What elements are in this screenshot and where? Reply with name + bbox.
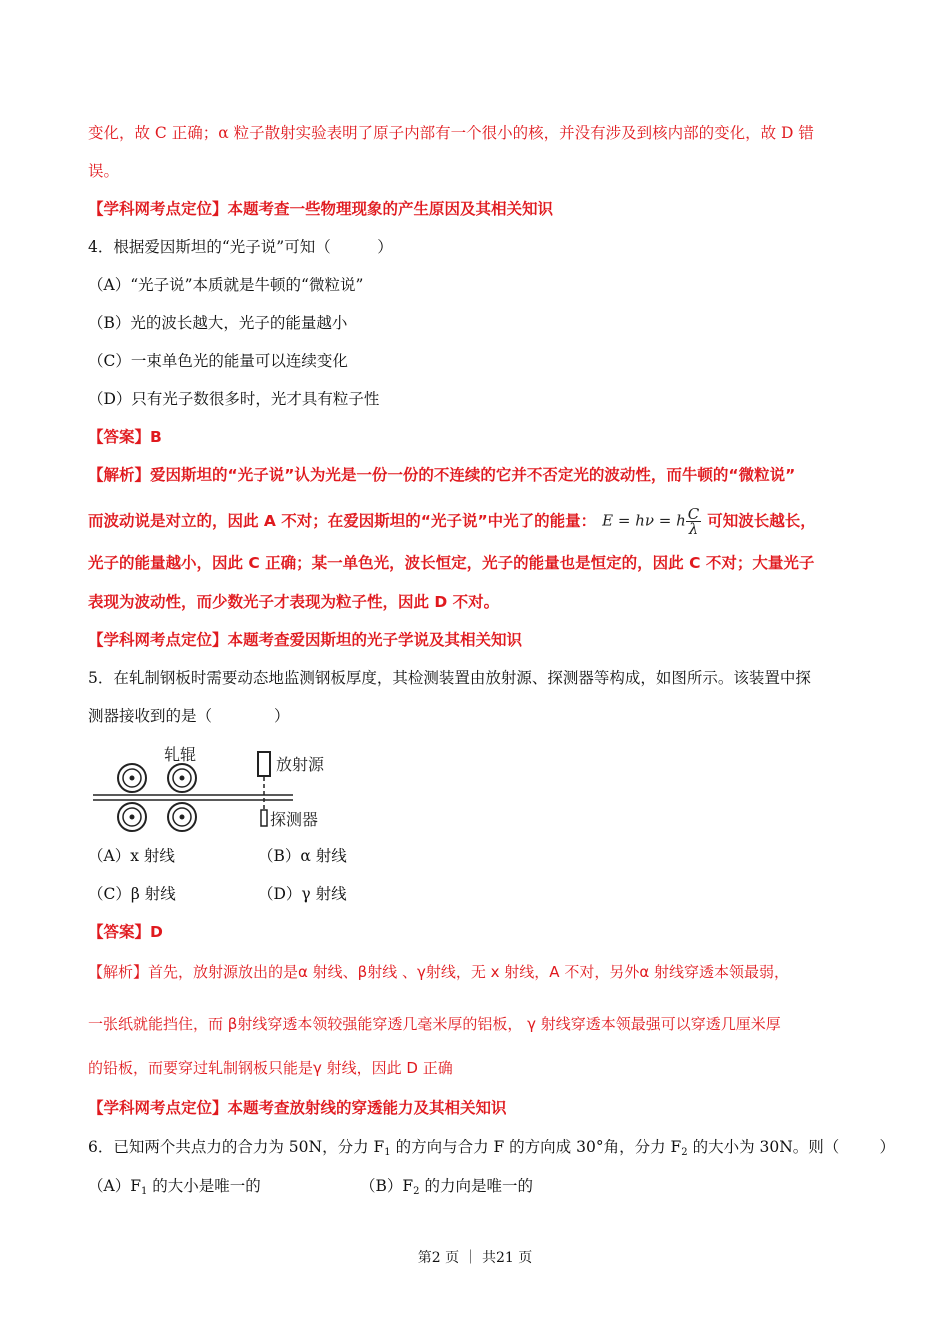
question-4-analysis-line: 【解析】爱因斯坦的“光子说”认为光是一份一份的不连续的它并不否定光的波动性，而牛顿的“微粒说”: [88, 466, 796, 484]
option-text: （B）F: [360, 1177, 414, 1195]
question-5-analysis-line: 的铅板，而要穿过轧制钢板只能是γ 射线，因此 D 正确: [88, 1059, 453, 1077]
option-text: （A）F: [88, 1177, 141, 1195]
rolling-mill-diagram: [88, 740, 348, 844]
question-5-option-a: （A）x 射线: [88, 847, 175, 865]
option-text: 的大小是唯一的: [147, 1177, 261, 1195]
question-5-option-c: （C）β 射线: [88, 885, 176, 903]
analysis-text: 而波动说是对立的，因此 A 不对；在爱因斯坦的“光子说”中光了的能量：: [88, 512, 597, 530]
question-4-option-c: （C）一束单色光的能量可以连续变化: [88, 352, 348, 370]
question-4-answer: 【答案】B: [88, 428, 162, 446]
subscript: 2: [413, 1186, 420, 1197]
question-5-option-b: （B）α 射线: [258, 847, 347, 865]
roller-left-top: [118, 764, 146, 792]
radiation-source-box: [258, 752, 270, 776]
question-5-option-d: （D）γ 射线: [258, 885, 347, 903]
photon-energy-formula: [602, 507, 701, 536]
question-4-analysis-line: 表现为波动性，而少数光子才表现为粒子性，因此 D 不对。: [88, 593, 500, 611]
question-4-analysis-line: [88, 507, 816, 536]
question-4-analysis-line: 光子的能量越小，因此 C 正确；某一单色光，波长恒定，光子的能量也是恒定的，因此 C 不对；大量光子: [88, 554, 815, 572]
explanation-line: 误。: [88, 162, 120, 180]
question-5-stem: 测器接收到的是（ ）: [88, 707, 290, 725]
detector-label: 探测器: [270, 810, 319, 829]
roller-left-bottom: [118, 803, 146, 831]
source-label: 放射源: [276, 755, 325, 774]
option-text: 的力向是唯一的: [419, 1177, 533, 1195]
detector-box: [261, 810, 267, 826]
question-4-option-d: （D）只有光子数很多时，光才具有粒子性: [88, 390, 380, 408]
question-5-analysis-line: 一张纸就能挡住，而 β射线穿透本领较强能穿透几毫米厚的铝板， γ 射线穿透本领最强可以穿透几厘米厚: [88, 1015, 781, 1033]
roller-label: 轧辊: [164, 745, 197, 764]
analysis-text: 可知波长越长，: [707, 512, 816, 530]
question-5-answer: 【答案】D: [88, 923, 163, 941]
formula-fraction: [686, 507, 701, 536]
subscript: 1: [140, 1186, 148, 1197]
stem-text: 6．已知两个共点力的合力为 50N，分力 F: [88, 1138, 385, 1156]
topic-tag: 【学科网考点定位】本题考查放射线的穿透能力及其相关知识: [88, 1099, 507, 1117]
roller-right-top: [168, 764, 196, 792]
formula-lhs: E = hν = h: [602, 511, 686, 530]
roller-right-bottom: [168, 803, 196, 831]
question-6-option-a: [88, 1176, 261, 1202]
page-footer: 第2 页 ｜ 共21 页: [417, 1250, 533, 1266]
formula-numerator: C: [687, 505, 700, 523]
question-4-stem: 4．根据爱因斯坦的“光子说”可知（ ）: [88, 238, 393, 256]
question-5-analysis-line: 【解析】首先，放射源放出的是α 射线、β射线 、γ射线，无 x 射线，A 不对，另外α 射线穿透本领最弱，: [88, 963, 789, 981]
formula-denominator: λ: [688, 520, 699, 538]
topic-tag: 【学科网考点定位】本题考查爱因斯坦的光子学说及其相关知识: [88, 631, 523, 649]
question-4-option-a: （A）“光子说”本质就是牛顿的“微粒说”: [88, 276, 364, 294]
question-6-stem: [88, 1137, 895, 1163]
subscript: 1: [384, 1147, 391, 1158]
subscript: 2: [681, 1147, 688, 1158]
stem-close-paren: ）: [879, 1138, 895, 1156]
stem-text: 的方向与合力 F 的方向成 30°角，分力 F: [390, 1138, 682, 1156]
stem-text: 的大小为 30N。则（: [687, 1138, 840, 1156]
question-4-option-b: （B）光的波长越大，光子的能量越小: [88, 314, 348, 332]
question-6-option-b: [360, 1176, 533, 1202]
question-5-stem: 5．在轧制钢板时需要动态地监测钢板厚度，其检测装置由放射源、探测器等构成，如图所示。该装置中探: [88, 669, 811, 687]
topic-tag: 【学科网考点定位】本题考查一些物理现象的产生原因及其相关知识: [88, 200, 554, 218]
explanation-line: 变化，故 C 正确；α 粒子散射实验表明了原子内部有一个很小的核，并没有涉及到核内部的变化，故 D 错: [88, 124, 814, 142]
